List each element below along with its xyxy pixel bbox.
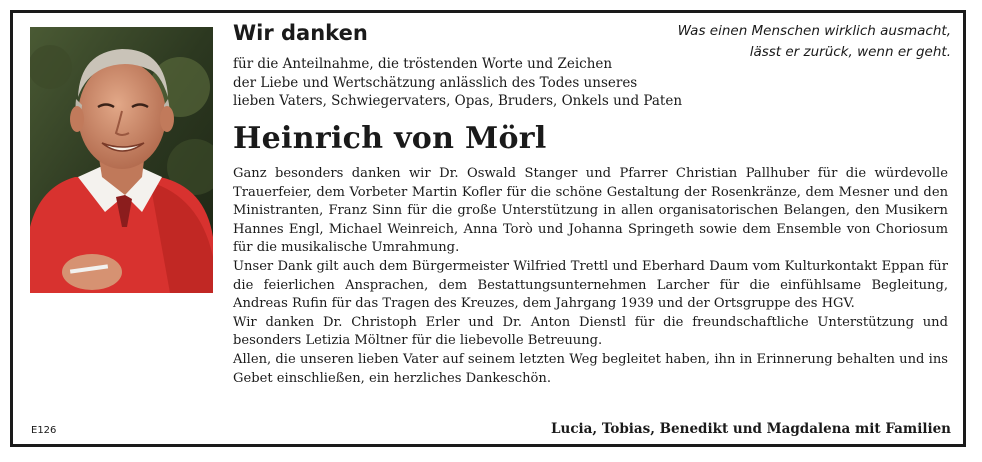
body-paragraph: Ganz besonders danken wir Dr. Oswald Stanger und Pfarrer Christian Pallhuber für die würdevolle Trauerfeier, dem Vorbeter Martin Kofler für die schöne Gestaltung der Rosenkränze, dem Mesner und den Ministranten, Franz Sinn für die große Unterstützung in allen organisatorischen Belangen, den Musikern Hannes Engl, Michael Weinreich, Anna Torò und Johanna Springeth sowie dem Ensemble von Choriosum für die musikalische Umrahmung.: [233, 166, 948, 256]
ad-code: E126: [31, 425, 57, 436]
quote-line: Was einen Menschen wirklich ausmacht,: [677, 23, 951, 39]
quote-line: lässt er zurück, wenn er geht.: [749, 44, 951, 60]
quote: [678, 21, 951, 63]
intro-line: für die Anteilnahme, die tröstenden Worte und Zeichen: [233, 56, 613, 72]
deceased-name: Heinrich von Mörl: [233, 121, 547, 156]
body-paragraph: Wir danken Dr. Christoph Erler und Dr. Anton Dienstl für die freundschaftliche Unterstützung und besonders Letizia Möltner für die liebevolle Betreuung.: [233, 314, 948, 349]
thanks-body: [233, 165, 948, 388]
intro-line: der Liebe und Wertschätzung anlässlich des Todes unseres: [233, 74, 638, 91]
obituary-card: [10, 10, 966, 447]
heading: Wir danken: [233, 21, 368, 45]
intro-line: lieben Vaters, Schwiegervaters, Opas, Bruders, Onkels und Paten: [233, 93, 683, 109]
intro-text: [233, 55, 682, 111]
body-paragraph: Unser Dank gilt auch dem Bürgermeister Wilfried Trettl und Eberhard Daum vom Kulturkontakt Eppan für die feierlichen Ansprachen, dem Bestattungsunternehmen Larcher für die einfühlsame Begleitung, Andreas Rufin für das Tragen des Kreuzes, dem Jahrgang 1939 und der Ortsgruppe des HGV.: [233, 258, 948, 312]
portrait-photo: [30, 27, 213, 293]
body-paragraph: Allen, die unseren lieben Vater auf seinem letzten Weg begleitet haben, ihn in Erinnerung behalten und ins Gebet einschließen, ein herzliches Dankeschön.: [233, 351, 948, 386]
signature: Lucia, Tobias, Benedikt und Magdalena mit Familien: [551, 421, 951, 437]
